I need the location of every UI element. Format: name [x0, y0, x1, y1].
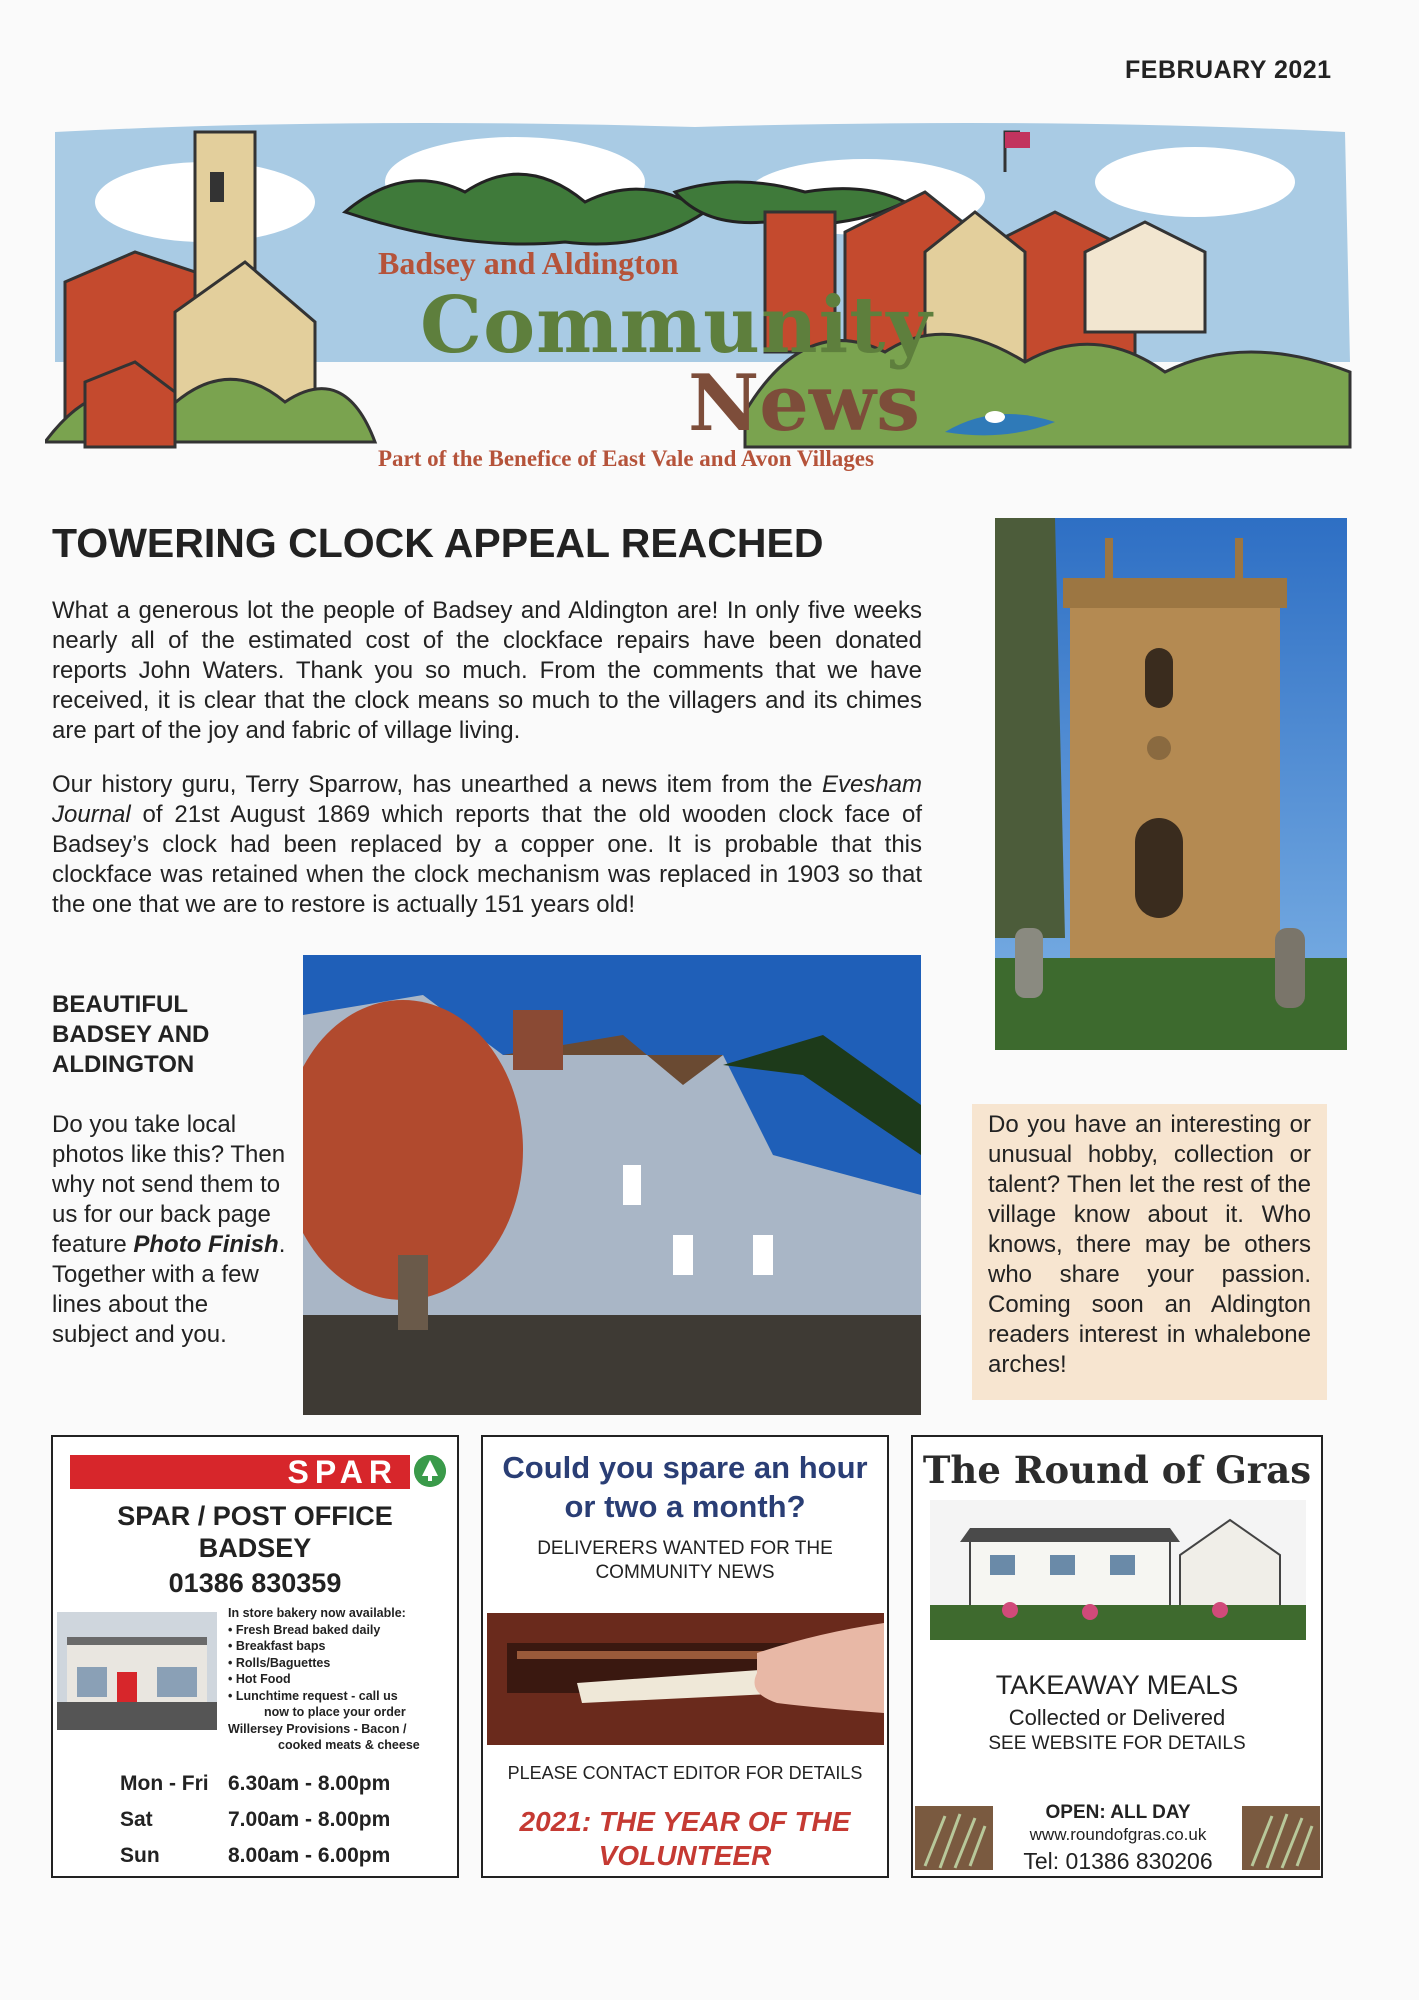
church-tower-photo — [995, 518, 1347, 1050]
photo-feature-text-start: Do you take local photos like this? Then why not send them to us for our back page feature — [52, 1111, 286, 1258]
telephone: Tel: 01386 830206 — [1023, 1848, 1213, 1874]
journal-name: Evesham Journal — [52, 771, 922, 828]
article-paragraph-2 — [52, 770, 922, 920]
photo-feature-heading: BEAUTIFUL BADSEY AND ALDINGTON — [52, 991, 210, 1078]
hours-row — [120, 1766, 390, 1802]
article-paragraph-1: What a generous lot the people of Badsey and Aldington are! In only five weeks nearly all of the estimated cost of the clockface repairs have been donated reports John Waters. Thank you so much. From the comments that we have received, it is clear that the clock means so much to the villagers and its chimes are part of the joy and fabric of village living. — [52, 597, 922, 744]
bakery-line: • Lunchtime request - call us — [228, 1688, 398, 1703]
article-paragraph-2-start: Our history guru, Terry Sparrow, has unearthed a news item from the — [52, 771, 822, 798]
volunteer-subtitle: DELIVERERS WANTED FOR THE COMMUNITY NEWS — [537, 1538, 833, 1583]
hours-time: 7.00am - 8.00pm — [228, 1808, 391, 1831]
spar-title-line-2: BADSEY — [198, 1533, 312, 1563]
hours-time: 6.30am - 8.00pm — [228, 1772, 391, 1795]
photo-feature-text-end: . Together with a few lines about the subject and you. — [52, 1231, 286, 1348]
website-note: SEE WEBSITE FOR DETAILS — [988, 1733, 1246, 1754]
bakery-line: • Hot Food — [228, 1672, 291, 1686]
bakery-line: Willersey Provisions - Bacon / — [228, 1721, 407, 1736]
issue-date: FEBRUARY 2021 — [1125, 56, 1332, 84]
cottage-photo — [303, 955, 921, 1415]
bakery-line: • Rolls/Baguettes — [228, 1655, 331, 1670]
takeaway-meals: TAKEAWAY MEALS — [995, 1670, 1239, 1700]
spar-shop-photo — [57, 1612, 217, 1730]
hours-time: 8.00am - 6.00pm — [228, 1844, 391, 1867]
spar-bakery-list — [228, 1605, 453, 1754]
collected-or-delivered: Collected or Delivered — [1008, 1705, 1226, 1730]
photo-feature-text — [52, 1110, 287, 1350]
spar-opening-hours — [120, 1766, 390, 1874]
volunteer-slogan: 2021: THE YEAR OF THE VOLUNTEER — [519, 1806, 851, 1871]
article-headline: TOWERING CLOCK APPEAL REACHED — [52, 520, 824, 566]
spar-title-line-1: SPAR / POST OFFICE — [117, 1501, 393, 1531]
photo-finish-name: Photo Finish — [133, 1231, 279, 1258]
website-url: www.roundofgras.co.uk — [1029, 1825, 1207, 1844]
bakery-line: • Fresh Bread baked daily — [228, 1622, 381, 1637]
spar-logo: SPAR — [70, 1455, 410, 1489]
hours-row — [120, 1838, 390, 1874]
hours-day: Sat — [120, 1808, 153, 1831]
volunteer-contact: PLEASE CONTACT EDITOR FOR DETAILS — [507, 1763, 863, 1783]
hours-row — [120, 1802, 390, 1838]
grass-image-left — [915, 1806, 993, 1870]
hobby-box-text: Do you have an interesting or unusual hobby, collection or talent? Then let the rest of the village know about it. Who knows, there may be others who share your passion. Coming soon an Aldington readers interest in whalebone arches! — [988, 1111, 1311, 1378]
masthead-title-community: Community — [420, 280, 933, 371]
hours-day: Sun — [120, 1844, 160, 1867]
spar-tree-icon — [414, 1455, 446, 1487]
round-of-gras-title: The Round of Gras — [922, 1448, 1312, 1492]
grass-image-right — [1242, 1806, 1320, 1870]
bakery-line: now to place your order — [264, 1705, 406, 1719]
bakery-line: • Breakfast baps — [228, 1639, 326, 1653]
bakery-line: In store bakery now available: — [228, 1606, 406, 1620]
masthead-tagline: Part of the Benefice of East Vale and Avon Villages — [378, 446, 874, 471]
article-paragraph-2-end: of 21st August 1869 which reports that the old wooden clock face of Badsey’s clock had been replaced by a copper one. It is probable that this clockface was retained when the clock mechanism was replaced in 1903 so that the one that we are to restore is actually 151 years old! — [52, 801, 922, 918]
opening-times: OPEN: ALL DAY — [1045, 1802, 1191, 1823]
pub-photo — [930, 1500, 1306, 1640]
spar-title — [70, 1500, 440, 1564]
letterbox-photo — [487, 1613, 884, 1745]
volunteer-title: Could you spare an hour or two a month? — [502, 1450, 868, 1524]
masthead-subtitle: Badsey and Aldington — [378, 245, 679, 281]
masthead-title-news: News — [688, 358, 920, 449]
hours-day: Mon - Fri — [120, 1772, 209, 1795]
spar-phone: 01386 830359 — [168, 1568, 342, 1598]
bakery-line: cooked meats & cheese — [278, 1738, 420, 1752]
